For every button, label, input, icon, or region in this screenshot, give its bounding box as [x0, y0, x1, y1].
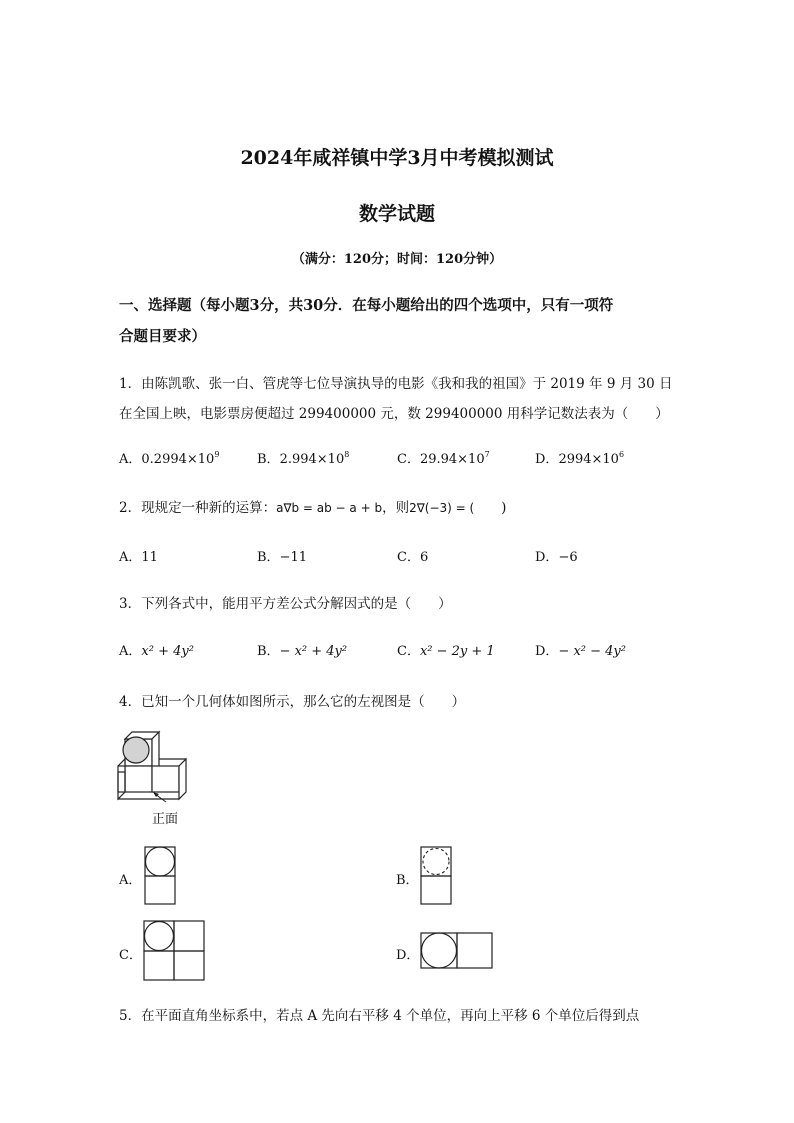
section-heading-line2: 合题目要求）: [119, 328, 206, 345]
front-label: 正面: [152, 812, 179, 827]
q1-line1: 1．由陈凯歌、张一白、管虎等七位导演执导的电影《我和我的祖国》于 2019 年 9 月 30 日: [119, 376, 673, 392]
q1-option-d: D．$2994\times 10^6$: [535, 450, 625, 467]
q4-option-b-label: B．: [396, 873, 419, 888]
q2-option-c: C．6: [397, 550, 429, 565]
q2-option-b: B．−11: [257, 550, 307, 565]
q4-option-d-label: D．: [396, 948, 420, 963]
q4-option-d-view: [420, 932, 494, 970]
q4-option-a-view: [144, 846, 176, 906]
exam-meta: （满分：120分；时间：120分钟）: [291, 252, 503, 267]
q2-option-d: D．−6: [535, 550, 578, 565]
q5-line: 5．在平面直角坐标系中，若点 A 先向右平移 4 个单位，再向上平移 6 个单位后得到点: [119, 1008, 640, 1024]
q3-option-a: A．x² + 4y²: [119, 644, 194, 659]
section-heading-line1: 一、选择题（每小题3分，共30分．在每小题给出的四个选项中，只有一项符: [119, 297, 614, 314]
q3-option-b: B．− x² + 4y²: [257, 644, 348, 659]
q1-option-b: B．$2.994\times 10^8$: [257, 450, 350, 467]
exam-subtitle: 数学试题: [358, 203, 435, 225]
q4-option-c-view: [143, 920, 207, 982]
q3-option-c: C．x² − 2y + 1: [397, 644, 495, 659]
q3-option-d: D．− x² − 4y²: [535, 644, 626, 659]
q2-formula: a∇b = ab − a + b: [276, 501, 383, 515]
q1-option-a: A．$0.2994\times 10^9$: [119, 450, 220, 467]
q3-line: 3．下列各式中，能用平方差公式分解因式的是（ ）: [119, 596, 452, 612]
q2-expression: 2∇(−3) = (: [409, 501, 475, 515]
q4-solid-figure: [112, 730, 192, 810]
q4-option-c-label: C．: [119, 948, 142, 963]
q2-option-a: A．11: [119, 550, 158, 565]
exam-title: 2024年咸祥镇中学3月中考模拟测试: [240, 147, 554, 169]
q4-option-a-label: A．: [119, 873, 142, 888]
q1-option-c: C．$29.94\times 10^7$: [397, 450, 490, 467]
q2-line: 2．现规定一种新的运算：a∇b = ab − a + b，则2∇(−3) = ( ): [119, 500, 507, 516]
q4-line: 4．已知一个几何体如图所示，那么它的左视图是（ ）: [119, 694, 466, 710]
q4-option-b-view: [420, 846, 452, 906]
q1-line2: 在全国上映，电影票房便超过 299400000 元，数 299400000 用科学记数法表为（ ）: [119, 406, 669, 422]
